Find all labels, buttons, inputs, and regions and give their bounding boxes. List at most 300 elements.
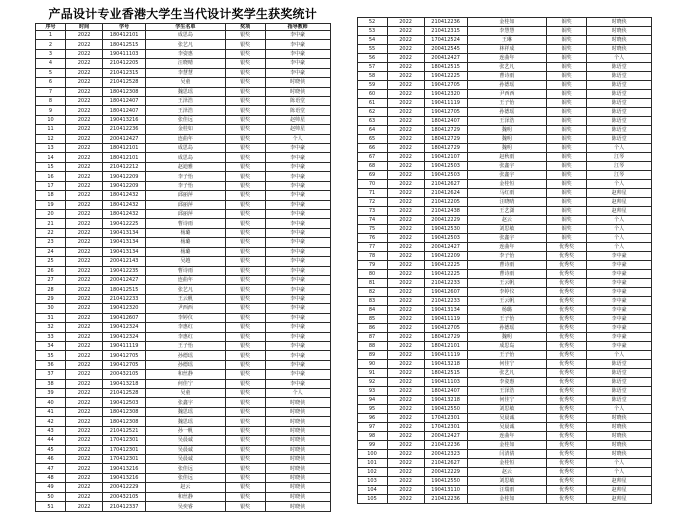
- table-cell: 和丝静: [146, 370, 226, 379]
- table-cell: 铜奖: [547, 45, 587, 54]
- column-header: 序号: [36, 24, 66, 31]
- table-row: [357, 288, 652, 297]
- table-cell: 190413216: [103, 473, 146, 482]
- table-cell: 张鑫宇: [146, 398, 226, 407]
- table-cell: 优秀奖: [547, 387, 587, 396]
- table-cell: 铜奖: [547, 81, 587, 90]
- table-cell: 82: [357, 288, 387, 297]
- table-row: [36, 257, 331, 266]
- table-cell: 2022: [66, 473, 103, 482]
- table-row: [36, 162, 331, 171]
- table-cell: 2022: [66, 40, 103, 49]
- table-cell: 210412315: [103, 68, 146, 77]
- table-row: [357, 369, 652, 378]
- table-cell: 83: [357, 297, 387, 306]
- table-cell: 王琳: [467, 36, 547, 45]
- table-cell: 190413216: [103, 464, 146, 473]
- table-row: [357, 378, 652, 387]
- table-cell: 李中豪: [265, 285, 330, 294]
- table-cell: 李中豪: [265, 313, 330, 322]
- table-cell: 2022: [387, 171, 424, 180]
- table-row: [36, 464, 331, 473]
- table-row: [36, 483, 331, 492]
- table-cell: 银奖: [225, 257, 265, 266]
- table-cell: 8: [36, 96, 66, 105]
- table-row: [36, 49, 331, 58]
- table-cell: 张艺凡: [467, 63, 547, 72]
- table-cell: 2022: [387, 90, 424, 99]
- table-cell: 李中豪: [587, 306, 652, 315]
- table-cell: 2022: [66, 200, 103, 209]
- table-cell: 银奖: [225, 115, 265, 124]
- table-cell: 78: [357, 252, 387, 261]
- table-cell: 优秀奖: [547, 270, 587, 279]
- table-cell: 74: [357, 216, 387, 225]
- table-cell: 杨璐: [467, 306, 547, 315]
- table-cell: 铜奖: [547, 234, 587, 243]
- table-cell: 103: [357, 477, 387, 486]
- table-row: [357, 81, 652, 90]
- table-row: [357, 486, 652, 495]
- table-cell: 2022: [387, 261, 424, 270]
- table-cell: 银奖: [225, 210, 265, 219]
- table-cell: 2022: [387, 315, 424, 324]
- table-cell: 铜奖: [547, 27, 587, 36]
- table-cell: 94: [357, 396, 387, 405]
- table-cell: 吴越: [146, 257, 226, 266]
- table-cell: 李中豪: [265, 379, 330, 388]
- table-cell: 2022: [387, 378, 424, 387]
- table-cell: 赵迪雅: [146, 162, 226, 171]
- table-cell: 铜奖: [547, 144, 587, 153]
- table-cell: 银奖: [225, 398, 265, 407]
- table-cell: 2022: [66, 407, 103, 416]
- table-cell: 2022: [66, 417, 103, 426]
- table-cell: 85: [357, 315, 387, 324]
- table-cell: 2022: [387, 450, 424, 459]
- table-cell: 44: [36, 436, 66, 445]
- table-cell: 210412521: [103, 426, 146, 435]
- table-cell: 吴童: [146, 389, 226, 398]
- table-row: [357, 225, 652, 234]
- table-cell: 2022: [66, 144, 103, 153]
- table-cell: 何佳宁: [146, 379, 226, 388]
- table-cell: 王艺潇: [467, 207, 547, 216]
- table-cell: 2022: [387, 225, 424, 234]
- table-cell: 时晓侠: [265, 492, 330, 501]
- table-cell: 张鑫宇: [467, 234, 547, 243]
- table-cell: 190412209: [103, 172, 146, 181]
- table-cell: 吴晨诚: [467, 414, 547, 423]
- table-cell: 吴童: [146, 78, 226, 87]
- table-cell: 170412524: [424, 36, 467, 45]
- table-cell: 张佳远: [146, 115, 226, 124]
- table-cell: 2022: [387, 369, 424, 378]
- table-cell: 个人: [265, 389, 330, 398]
- table-cell: 190412705: [103, 351, 146, 360]
- table-row: [357, 72, 652, 81]
- table-cell: 100: [357, 450, 387, 459]
- table-cell: 李中豪: [587, 342, 652, 351]
- table-cell: 杨璐: [146, 238, 226, 247]
- table-cell: 2022: [66, 483, 103, 492]
- table-cell: 时晓侠: [265, 464, 330, 473]
- table-cell: 2022: [387, 432, 424, 441]
- table-cell: 优秀奖: [547, 396, 587, 405]
- table-row: [357, 234, 652, 243]
- table-cell: 优秀奖: [547, 495, 587, 504]
- table-cell: 2022: [387, 270, 424, 279]
- table-cell: 2022: [66, 162, 103, 171]
- table-cell: 铜奖: [547, 171, 587, 180]
- table-cell: 银奖: [225, 417, 265, 426]
- table-row: [36, 275, 331, 284]
- table-row: [357, 171, 652, 180]
- table-row: [36, 59, 331, 68]
- table-cell: 时晓侠: [265, 78, 330, 87]
- table-cell: 优秀奖: [547, 414, 587, 423]
- table-cell: 个人: [587, 180, 652, 189]
- table-cell: 190413134: [424, 306, 467, 315]
- table-cell: 2022: [66, 49, 103, 58]
- table-cell: 连曲年: [146, 134, 226, 143]
- table-cell: 56: [357, 54, 387, 63]
- table-cell: 2022: [387, 252, 424, 261]
- table-cell: 个人: [587, 405, 652, 414]
- table-cell: 闫清倩: [467, 450, 547, 459]
- table-cell: 铜奖: [547, 180, 587, 189]
- table-cell: 2022: [66, 96, 103, 105]
- table-cell: 2022: [66, 87, 103, 96]
- table-cell: 2022: [66, 304, 103, 313]
- table-cell: 李子怡: [146, 181, 226, 190]
- table-cell: 90: [357, 360, 387, 369]
- table-header: [36, 24, 331, 31]
- awards-table-left: [35, 23, 331, 512]
- table-cell: 银奖: [225, 125, 265, 134]
- table-cell: 李中豪: [265, 153, 330, 162]
- table-cell: 210412528: [103, 78, 146, 87]
- table-cell: 王子怡: [467, 315, 547, 324]
- table-cell: 180412432: [103, 200, 146, 209]
- table-cell: 陈语堂: [265, 96, 330, 105]
- table-cell: 银奖: [225, 162, 265, 171]
- table-cell: 210412212: [103, 162, 146, 171]
- table-row: [357, 99, 652, 108]
- table-row: [357, 36, 652, 45]
- table-cell: 200412427: [424, 432, 467, 441]
- table-cell: 2022: [66, 360, 103, 369]
- table-cell: 66: [357, 144, 387, 153]
- table-cell: 银奖: [225, 228, 265, 237]
- table-cell: 银奖: [225, 68, 265, 77]
- table-cell: 200412229: [424, 468, 467, 477]
- column-header: 学生名单: [146, 24, 226, 31]
- table-cell: 2022: [66, 31, 103, 40]
- table-cell: 张佳远: [146, 473, 226, 482]
- table-cell: 80: [357, 270, 387, 279]
- table-cell: 王泽浩: [146, 106, 226, 115]
- table-cell: 2022: [66, 294, 103, 303]
- table-cell: 时晓侠: [265, 483, 330, 492]
- table-cell: 2022: [387, 342, 424, 351]
- table-cell: 2022: [66, 106, 103, 115]
- table-cell: 铜奖: [547, 135, 587, 144]
- table-cell: 铜奖: [547, 18, 587, 27]
- table-cell: 赵帅星: [265, 125, 330, 134]
- table-cell: 个人: [587, 234, 652, 243]
- table-cell: 190412503: [424, 162, 467, 171]
- table-cell: 李中豪: [587, 252, 652, 261]
- table-cell: 时晓侠: [265, 87, 330, 96]
- table-cell: 时晓侠: [587, 432, 652, 441]
- table-cell: 2022: [387, 360, 424, 369]
- table-cell: 优秀奖: [547, 432, 587, 441]
- table-cell: 170412301: [103, 436, 146, 445]
- table-cell: 孙德瑶: [467, 81, 547, 90]
- table-cell: 杨璐: [146, 228, 226, 237]
- table-cell: 2022: [387, 81, 424, 90]
- table-cell: 2022: [387, 72, 424, 81]
- table-cell: 李中豪: [265, 360, 330, 369]
- table-cell: 2022: [66, 134, 103, 143]
- table-cell: 优秀奖: [547, 441, 587, 450]
- table-row: [36, 219, 331, 228]
- table-cell: 李中豪: [265, 210, 330, 219]
- table-cell: 李婷仪: [146, 313, 226, 322]
- table-row: [357, 495, 652, 504]
- table-cell: 刘思敏: [467, 225, 547, 234]
- table-cell: 81: [357, 279, 387, 288]
- table-cell: 李中豪: [265, 68, 330, 77]
- table-cell: 时晓侠: [265, 473, 330, 482]
- table-cell: 时晓侠: [265, 454, 330, 463]
- table-row: [357, 63, 652, 72]
- table-row: [36, 360, 331, 369]
- table-cell: 李中豪: [265, 351, 330, 360]
- table-cell: 银奖: [225, 360, 265, 369]
- table-cell: 190413216: [103, 115, 146, 124]
- table-cell: 曹诗雨: [146, 219, 226, 228]
- table-cell: 180412101: [424, 342, 467, 351]
- table-cell: 魏明: [467, 126, 547, 135]
- table-cell: 70: [357, 180, 387, 189]
- table-row: [36, 106, 331, 115]
- table-cell: 汪晓晴: [146, 59, 226, 68]
- table-cell: 银奖: [225, 87, 265, 96]
- table-cell: 魏明: [467, 135, 547, 144]
- table-cell: 190412503: [424, 171, 467, 180]
- table-cell: 吴晨诚: [146, 445, 226, 454]
- table-cell: 银奖: [225, 275, 265, 284]
- table-row: [357, 432, 652, 441]
- table-row: [357, 315, 652, 324]
- table-cell: 1: [36, 31, 66, 40]
- table-cell: 190412225: [424, 261, 467, 270]
- table-cell: 李中豪: [265, 294, 330, 303]
- table-cell: 180412407: [424, 387, 467, 396]
- table-cell: 32: [36, 323, 66, 332]
- table-cell: 银奖: [225, 351, 265, 360]
- table-cell: 170412301: [103, 454, 146, 463]
- table-row: [357, 297, 652, 306]
- table-row: [357, 414, 652, 423]
- table-cell: 52: [357, 18, 387, 27]
- table-cell: 190413218: [424, 396, 467, 405]
- table-cell: 25: [36, 257, 66, 266]
- table-cell: 铜奖: [547, 108, 587, 117]
- table-cell: 银奖: [225, 181, 265, 190]
- table-cell: 86: [357, 324, 387, 333]
- table-cell: 李中豪: [265, 162, 330, 171]
- table-cell: 2022: [66, 370, 103, 379]
- table-cell: 李姿惠: [467, 378, 547, 387]
- table-cell: 银奖: [225, 219, 265, 228]
- table-cell: 优秀奖: [547, 342, 587, 351]
- table-cell: 190412225: [103, 219, 146, 228]
- table-cell: 优秀奖: [547, 279, 587, 288]
- table-cell: 江琴: [587, 153, 652, 162]
- awards-table-right: [357, 17, 653, 504]
- table-cell: 赵帅星: [587, 495, 652, 504]
- table-cell: 200412427: [103, 275, 146, 284]
- table-row: [36, 341, 331, 350]
- table-row: [357, 243, 652, 252]
- table-cell: 190413134: [103, 247, 146, 256]
- table-cell: 99: [357, 441, 387, 450]
- table-cell: 个人: [587, 225, 652, 234]
- table-cell: 江琴: [587, 171, 652, 180]
- table-cell: 2022: [387, 297, 424, 306]
- right-column: [357, 8, 653, 512]
- table-cell: 97: [357, 423, 387, 432]
- table-cell: 101: [357, 459, 387, 468]
- table-cell: 优秀奖: [547, 360, 587, 369]
- table-cell: 孙德瑶: [467, 108, 547, 117]
- table-cell: 银奖: [225, 59, 265, 68]
- table-cell: 2022: [387, 495, 424, 504]
- table-cell: 赵云: [467, 468, 547, 477]
- table-cell: 赵帅星: [587, 207, 652, 216]
- table-row: [357, 396, 652, 405]
- table-cell: 2022: [66, 313, 103, 322]
- table-cell: 李中豪: [265, 181, 330, 190]
- table-cell: 银奖: [225, 313, 265, 322]
- table-cell: 2022: [66, 125, 103, 134]
- table-row: [357, 45, 652, 54]
- table-cell: 李子怡: [467, 252, 547, 261]
- table-cell: 李姿惠: [146, 49, 226, 58]
- table-cell: 7: [36, 87, 66, 96]
- table-cell: 180412729: [424, 333, 467, 342]
- table-cell: 13: [36, 144, 66, 153]
- table-row: [36, 304, 331, 313]
- left-column: [35, 8, 331, 512]
- table-cell: 杨璐: [146, 247, 226, 256]
- table-cell: 190412705: [424, 324, 467, 333]
- table-cell: 赵帅星: [265, 115, 330, 124]
- table-cell: 180412515: [103, 40, 146, 49]
- table-cell: 180412515: [103, 285, 146, 294]
- table-row: [357, 207, 652, 216]
- table-cell: 2022: [66, 436, 103, 445]
- table-cell: 210412233: [424, 297, 467, 306]
- table-cell: 53: [357, 27, 387, 36]
- table-cell: 邱丽萍: [146, 191, 226, 200]
- table-cell: 200412323: [424, 450, 467, 459]
- table-cell: 190413218: [103, 379, 146, 388]
- table-cell: 尹西西: [146, 304, 226, 313]
- table-cell: 铜奖: [547, 99, 587, 108]
- table-cell: 银奖: [225, 266, 265, 275]
- table-cell: 成思岛: [146, 144, 226, 153]
- table-cell: 马红雨: [467, 189, 547, 198]
- table-cell: 68: [357, 162, 387, 171]
- table-row: [36, 200, 331, 209]
- table-row: [36, 31, 331, 40]
- table-cell: 28: [36, 285, 66, 294]
- table-cell: 190412235: [103, 266, 146, 275]
- table-cell: 95: [357, 405, 387, 414]
- table-cell: 2022: [66, 181, 103, 190]
- table-cell: 个人: [587, 351, 652, 360]
- table-cell: 银奖: [225, 31, 265, 40]
- table-cell: 王子怡: [467, 351, 547, 360]
- table-cell: 2022: [387, 486, 424, 495]
- table-cell: 李中豪: [265, 341, 330, 350]
- table-cell: 陈语堂: [265, 106, 330, 115]
- table-cell: 91: [357, 369, 387, 378]
- table-cell: 银奖: [225, 247, 265, 256]
- table-cell: 成思岛: [146, 31, 226, 40]
- table-cell: 个人: [587, 144, 652, 153]
- table-cell: 银奖: [225, 407, 265, 416]
- table-row: [357, 198, 652, 207]
- table-cell: 陈语堂: [587, 135, 652, 144]
- table-cell: 190411103: [103, 49, 146, 58]
- table-cell: 98: [357, 432, 387, 441]
- table-cell: 银奖: [225, 473, 265, 482]
- table-cell: 银奖: [225, 144, 265, 153]
- table-cell: 铜奖: [547, 198, 587, 207]
- table-cell: 170412301: [103, 445, 146, 454]
- table-cell: 102: [357, 468, 387, 477]
- table-cell: 2022: [387, 333, 424, 342]
- table-cell: 优秀奖: [547, 351, 587, 360]
- table-row: [36, 247, 331, 256]
- table-cell: 2022: [387, 99, 424, 108]
- table-cell: 190412324: [103, 332, 146, 341]
- table-row: [357, 441, 652, 450]
- table-cell: 时晓侠: [587, 36, 652, 45]
- table-cell: 时晓侠: [587, 27, 652, 36]
- table-cell: 2022: [387, 45, 424, 54]
- table-cell: 李中豪: [265, 59, 330, 68]
- table-row: [357, 180, 652, 189]
- table-cell: 27: [36, 275, 66, 284]
- table-cell: 吴晨诚: [146, 454, 226, 463]
- table-cell: 2022: [66, 247, 103, 256]
- table-cell: 李中豪: [587, 315, 652, 324]
- table-cell: 190412607: [424, 288, 467, 297]
- table-cell: 2022: [66, 464, 103, 473]
- table-cell: 65: [357, 135, 387, 144]
- table-cell: 43: [36, 426, 66, 435]
- table-cell: 魏明: [467, 333, 547, 342]
- table-cell: 190413218: [424, 360, 467, 369]
- table-cell: 赵帅星: [587, 198, 652, 207]
- table-cell: 2022: [387, 18, 424, 27]
